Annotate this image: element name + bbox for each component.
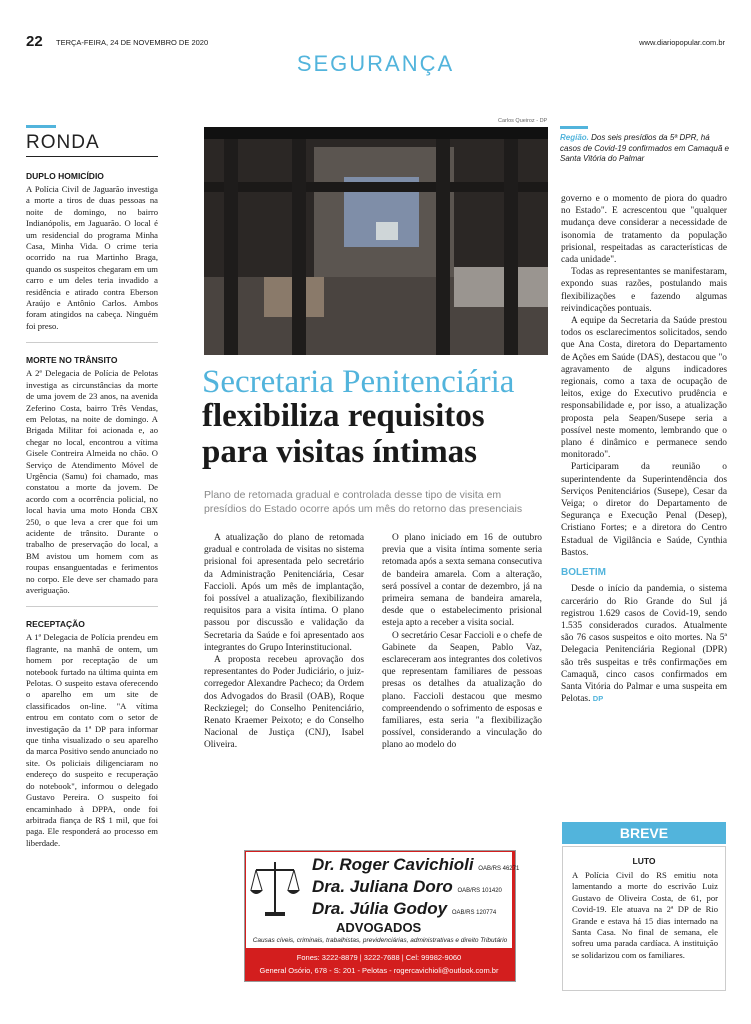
ad-lawyer-name: Dr. Roger Cavichioli OAB/RS 46271 <box>312 855 520 874</box>
photo-credit: Carlos Queiroz - DP <box>498 118 548 124</box>
prison-cell-photo <box>204 127 548 355</box>
ronda-divider <box>26 156 158 157</box>
ad-lawyer-name: Dra. Júlia Godoy OAB/RS 120774 <box>312 899 497 918</box>
headline-line2: flexibiliza requisitos para visitas íntimas <box>202 398 485 470</box>
breve-heading: LUTO <box>632 856 656 866</box>
caption-text: Dos seis presídios da 5ª DPR, há casos de Covid-19 confirmados em Camaquã e Santa Vitória do Palmar <box>560 133 729 163</box>
article-paragraph: O secretário Cesar Faccioli e o chefe de Gabinete da Seapen, Pablo Vaz, esclareceram aos integrantes dos coletivos que representam familiares de pessoas presas os detalhes da atualização do plano. Faccioli destacou que mesmo compreendendo o sofrimento de esposas e familiares, esta seria "a flexibilização possível, considerando a vinculação do plano ao modelo do <box>382 630 542 751</box>
ronda-column <box>26 125 158 849</box>
article-deck: Plano de retomada gradual e controlada desse tipo de visita em presídios do Estado ocorre após um mês do retorno das presenciais <box>204 489 523 515</box>
page-number: 22 <box>26 33 43 50</box>
caption-accent-bar <box>560 126 588 129</box>
ad-phones: Fones: 3222-8879 | 3222-7688 | Cel: 99982-9060 <box>296 953 462 962</box>
article-column-3 <box>561 193 727 705</box>
breve-header: BREVE <box>562 822 726 844</box>
ronda-item-text: A 1ª Delegacia de Polícia prendeu em flagrante, na manhã de ontem, um homem por receptação de um notebook furtado na última quinta em Pelotas. O suspeito estava oferecendo o aparelho em um site de classificados on-line. "A vítima entrou em contato com o setor de investigação da 1ª DP para informar que tinha visualizado o seu aparelho da marca Positivo sendo anunciado no site. Os policiais diligenciaram no endereço do suspeito e recuperação do notebook", informou o delegado Gustavo Pereira. O suspeito foi encaminhado à DPPA, onde foi arbitrada fiança de R$ 1 mil, que foi paga. Ele responderá ao processo em liberdade. <box>26 632 158 848</box>
ronda-separator <box>26 342 158 343</box>
boletim-heading: BOLETIM <box>561 567 606 579</box>
ad-address: General Osório, 678 - S: 201 - Pelotas - rogercavichioli@outlook.com.br <box>259 966 499 975</box>
article-paragraph: governo e o momento de piora do quadro no Estado". E acrescentou que "qualquer mudança deve considerar a necessidade de isonomia de tratamento da população prisional, respeitadas as características de cada unidade". <box>561 194 727 266</box>
article-paragraph: Participaram da reunião o superintendente da Superintendência dos Serviços Penitenciários (Susepe), Cesar da Veiga; o diretor do Departamento de Segurança e Execução Penal (Desep), Cristiano Fortes; e a diretora do Centro Estadual de Vigilância e Saúde, Cynthia Bastos. <box>561 462 727 558</box>
ronda-item-text: A 2ª Delegacia de Polícia de Pelotas investiga as circunstâncias da morte de uma jovem de 23 anos, na avenida Zeferino Costa, bairro Três Vendas, em Pelotas, na noite de domingo. A Brigada Militar foi acionada e, ao chegar no local, encontrou a vítima Gisele Contreira Almeida no chão. O Serviço de Atendimento Móvel de Urgência (Samu) foi chamado, mas constatou a morte da jovem. De acordo com a ocorrência policial, no local havia uma moto Honda CBX 250, o que leva a crer que foi um acidente de trânsito. Durante o trabalho de preservação do local, a BM avistou um homem com as roupas ensanguentadas e ferimentos no corpo. Ele deve ser chamado para averiguação. <box>26 368 158 595</box>
ad-practice-areas: Causas cíveis, criminais, trabalhistas, previdenciárias, administrativas e direito Tributário <box>252 937 508 944</box>
article-paragraph: A equipe da Secretaria da Saúde prestou todos os esclarecimentos solicitados, sendo que Ana Costa, diretora do Departamento de Ações em Saúde (DAS), destacou que "o agravamento de alguns indicadores regionais, como a taxa de ocupação de leitos, exige do Executivo prudência e responsabilidade e, por isso, a atualização proposta pela Seapen/Susepe seria a possível neste momento, lembrando que o plano é dinâmico e permanece sendo monitorado". <box>561 316 727 461</box>
article-column-2 <box>382 532 542 752</box>
boletim-paragraph <box>561 583 727 705</box>
ronda-item-heading: DUPLO HOMICÍDIO <box>26 171 104 181</box>
article-paragraph: A proposta recebeu aprovação dos representantes do Poder Judiciário, o juiz-corregedor Alexandre Pacheco; da Ordem dos Advogados do Brasil (OAB), Roque Reckziegel; do Conselho Penitenciário, Renato Kraemer Peixoto; e do Conselho Nacional de Justiça (CNJ), Isabel Oliveira. <box>204 655 364 751</box>
site-url[interactable]: www.diariopopular.com.br <box>639 38 725 47</box>
article-column-1 <box>204 532 364 752</box>
ronda-item-heading: RECEPTAÇÃO <box>26 619 85 630</box>
prison-bars-image <box>204 127 548 355</box>
ad-title: ADVOGADOS <box>336 920 422 935</box>
caption-lead: Região. <box>560 133 589 142</box>
ronda-title: RONDA <box>26 132 100 153</box>
article-paragraph: Todas as representantes se manifestaram, expondo suas razões, postulando mais flexibilizações e fazendo algumas reivindicações pontuais. <box>561 267 727 314</box>
ronda-accent-bar <box>26 125 56 128</box>
ronda-separator <box>26 606 158 607</box>
page-date: TERÇA-FEIRA, 24 DE NOVEMBRO DE 2020 <box>56 38 209 47</box>
ronda-item-text: A Polícia Civil de Jaguarão investiga a morte a tiros de duas pessoas na noite de domingo, no bairro Indianópolis, em Jaguarão. O local é um residencial do programa Minha Casa, Minha Vida. O crime teria ocorrido na rua Martinho Braga, quando os suspeitos chegaram em um carro e um deles teria invadido a residência e atirado contra Eberson Araújo e Antônio Carlos. Ambos foram atingidos na cabeça. Ninguém foi preso. <box>26 184 158 331</box>
article-signature: DP <box>592 694 604 704</box>
photo-caption <box>560 133 730 165</box>
boletim-text: Desde o início da pandemia, o sistema carcerário do Rio Grande do Sul já registrou 1.629 casos de Covid-19, sendo 1.535 considerados curados. Atualmente são 76 casos suspeitos e oito mortes. Na 5ª Delegacia Penitenciária Regional (DPR) são três suspeitas e três confirmações em Camaquã, cinco casos confirmados em Santa Vitória do Palmar e uma suspeita em Pelotas. <box>561 584 727 705</box>
breve-text: A Polícia Civil do RS emitiu nota lamentando a morte do escrivão Luiz Gustavo de Oliveira Costa, de 61, por Covid-19. Ele atuava na 2ª DP de Rio Grande e estava há 15 dias internado na Santa Casa. No final de semana, ele sofreu uma parada cardíaca. A instituição se solidarizou com os familiares. <box>572 870 718 960</box>
article-paragraph: A atualização do plano de retomada gradual e controlada de visitas no sistema prisional foi apresentada pelo secretário da Administração Penitenciária, Cesar Faccioli. Após um mês de implantação, foi possível a atualização, flexibilizando requisitos para a visita íntima. O plano passou por discussão e validação da Secretaria da Saúde e foi apresentado aos integrantes do Grupo Interinstitucional. <box>204 533 364 653</box>
ad-lawyer-name: Dra. Juliana Doro OAB/RS 101420 <box>312 877 502 896</box>
ronda-item-heading: MORTE NO TRÂNSITO <box>26 355 118 366</box>
article-paragraph: O plano iniciado em 16 de outubro previa que a visita íntima somente seria retomada após a sexta semana consecutiva de bandeira amarela. Com a alteração, será possível a contar de dezembro, já na primeira semana de bandeira amarela, desde que o estabelecimento prisional esteja apto a receber a visita social. <box>382 533 542 629</box>
headline-line1: Secretaria Penitenciária <box>202 364 515 400</box>
section-title: SEGURANÇA <box>296 51 455 76</box>
scales-of-justice-icon <box>250 858 300 920</box>
